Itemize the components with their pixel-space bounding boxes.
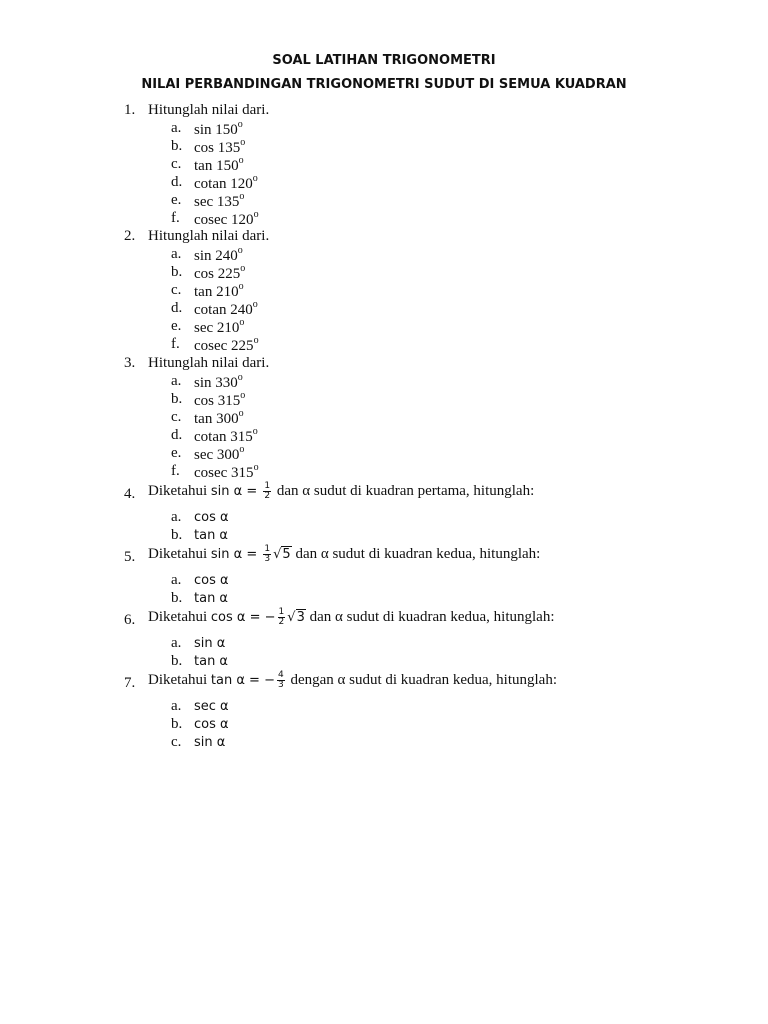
question-2-number: 2.	[124, 228, 136, 244]
q3-item: cosec 315$^o$	[194, 462, 259, 481]
question-2-text: Hitunglah nilai dari.	[148, 228, 270, 244]
q3-item-letter: e.	[171, 445, 182, 461]
q1-item-letter: c.	[171, 156, 182, 172]
question-7-text: Diketahui tan α = − $\frac{4}{3}$ dengan α sudut di kuadran kedua, hitunglah:	[148, 670, 558, 690]
question-4-number: 4.	[124, 486, 136, 502]
q3-item-letter: c.	[171, 409, 182, 425]
q1-item: sin 150$^o$	[194, 119, 243, 138]
q2-item-letter: a.	[171, 246, 182, 262]
q7-item: cos α	[194, 717, 229, 732]
q3-item: cos 315$^o$	[194, 390, 246, 409]
q6-item: sin α	[194, 636, 226, 651]
q1-item: tan 150$^o$	[194, 155, 244, 174]
square-root: √3	[287, 609, 305, 625]
q2-item-letter: d.	[171, 300, 183, 316]
q7-item-letter: b.	[171, 716, 183, 732]
question-1-text: Hitunglah nilai dari.	[148, 102, 270, 118]
q2-item: sec 210$^o$	[194, 317, 245, 336]
q7-item-letter: a.	[171, 698, 182, 714]
q7-item: sin α	[194, 735, 226, 750]
q5-item: cos α	[194, 573, 229, 588]
q3-item-letter: d.	[171, 427, 183, 443]
q3-item-letter: a.	[171, 373, 182, 389]
q2-item-letter: f.	[171, 336, 180, 352]
question-5-text: Diketahui sin α = $\frac{1}{3}$ √5 dan α sudut di kuadran kedua, hitunglah:	[148, 544, 541, 564]
fraction: $\frac{1}{3}$	[264, 544, 271, 564]
q5-item-letter: b.	[171, 590, 183, 606]
q6-item-letter: a.	[171, 635, 182, 651]
q6-item: tan α	[194, 654, 229, 669]
question-4-text: Diketahui sin α = $\frac{1}{2}$ dan α sudut di kuadran pertama, hitunglah:	[148, 481, 535, 501]
q1-item-letter: e.	[171, 192, 182, 208]
q5-item: tan α	[194, 591, 229, 606]
q2-item-letter: c.	[171, 282, 182, 298]
q2-item: tan 210$^o$	[194, 281, 244, 300]
q3-item: sec 300$^o$	[194, 444, 245, 463]
q4-item: tan α	[194, 528, 229, 543]
question-7-number: 7.	[124, 675, 136, 691]
document-subtitle: NILAI PERBANDINGAN TRIGONOMETRI SUDUT DI SEMUA KUADRAN	[141, 77, 627, 92]
q1-item-letter: b.	[171, 138, 183, 154]
question-3-text: Hitunglah nilai dari.	[148, 355, 270, 371]
question-6-text: Diketahui cos α = − $\frac{1}{2}$ √3 dan α sudut di kuadran kedua, hitunglah:	[148, 607, 555, 627]
q2-item: cosec 225$^o$	[194, 335, 259, 354]
fraction: $\frac{4}{3}$	[277, 670, 284, 690]
q1-item: sec 135$^o$	[194, 191, 245, 210]
q1-item-letter: a.	[171, 120, 182, 136]
q4-item-letter: a.	[171, 509, 182, 525]
q3-item-letter: f.	[171, 463, 180, 479]
question-1-number: 1.	[124, 102, 136, 118]
q3-item: tan 300$^o$	[194, 408, 244, 427]
q2-item-letter: e.	[171, 318, 182, 334]
question-6-number: 6.	[124, 612, 136, 628]
q1-item: cotan 120$^o$	[194, 173, 258, 192]
question-3-number: 3.	[124, 355, 136, 371]
q3-item: sin 330$^o$	[194, 372, 243, 391]
square-root: √5	[273, 546, 291, 562]
document-title: SOAL LATIHAN TRIGONOMETRI	[272, 53, 496, 68]
q2-item: cos 225$^o$	[194, 263, 246, 282]
q2-item-letter: b.	[171, 264, 183, 280]
q3-item-letter: b.	[171, 391, 183, 407]
q2-item: sin 240$^o$	[194, 245, 243, 264]
q1-item-letter: f.	[171, 210, 180, 226]
q4-item: cos α	[194, 510, 229, 525]
fraction: $\frac{1}{2}$	[264, 481, 271, 501]
q1-item: cos 135$^o$	[194, 137, 246, 156]
q1-item-letter: d.	[171, 174, 183, 190]
q2-item: cotan 240$^o$	[194, 299, 258, 318]
q1-item: cosec 120$^o$	[194, 209, 259, 228]
question-5-number: 5.	[124, 549, 136, 565]
q6-item-letter: b.	[171, 653, 183, 669]
q5-item-letter: a.	[171, 572, 182, 588]
fraction: $\frac{1}{2}$	[278, 607, 285, 627]
q7-item: sec α	[194, 699, 229, 714]
q4-item-letter: b.	[171, 527, 183, 543]
q3-item: cotan 315$^o$	[194, 426, 258, 445]
q7-item-letter: c.	[171, 734, 182, 750]
